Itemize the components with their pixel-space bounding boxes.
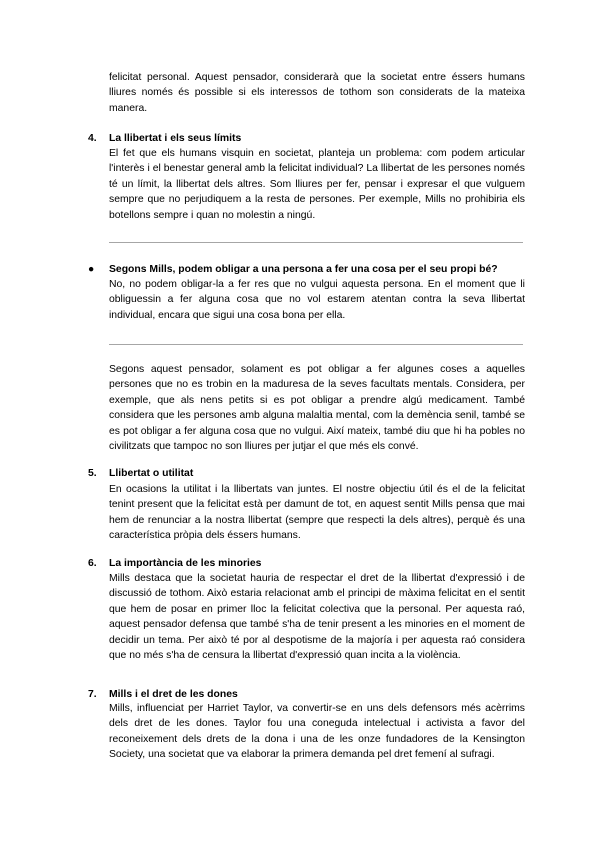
extra-paragraph: Segons aquest pensador, solament es pot obligar a fer algunes coses a aquelles persones que no es trobin en la maduresa de la seves facultats mentals. Considera, per exemple, que als nens petits si es pot obligar a prendre algú medicament. També considera que les persones amb alguna malaltia mental, com la demència senil, també se es pot obligar a fer alguna cosa que no vulgui. Així mateix, també diu que hi ha pobles no civilitzats que tampoc no son lliures per jutjar el que més els convé. <box>109 364 525 453</box>
horizontal-rule <box>109 242 523 243</box>
section-5-heading <box>88 466 528 481</box>
section-title: La llibertat i els seus límits <box>109 133 242 144</box>
intro-paragraph: felicitat personal. Aquest pensador, considerarà que la societat entre éssers humans lliures només és possible si els interessos de tothom son considerats de la mateixa manera. <box>109 72 525 114</box>
question-heading <box>88 262 528 277</box>
section-number: 6. <box>88 558 97 569</box>
section-number: 7. <box>88 689 97 700</box>
horizontal-rule <box>109 344 523 345</box>
section-number: 4. <box>88 133 97 144</box>
section-4-body: El fet que els humans visquin en societat, planteja un problema: com podem articular l'interès i el benestar general amb la felicitat individual? La llibertat de les persones només té un límit, la llibertat dels altres. Som lliures per fer, pensar i expresar el que vulguem sempre que no perjudiquem a la resta de persones. Per exemple, Mills no prohibiria els botellons sempre i quan no molestin a ningú. <box>109 148 525 221</box>
question-title: Segons Mills, podem obligar a una persona a fer una cosa per el seu propi bé? <box>109 264 498 275</box>
section-6-heading <box>88 556 528 571</box>
bullet-icon: ● <box>88 264 95 275</box>
section-7-body: Mills, influenciat per Harriet Taylor, va convertir-se en uns dels defensors més acèrrims dels dret de les dones. Taylor fou una coneguda intelectual i activista a favor del reconeixement dels drets de la dona i una de les onze fundadores de la Kensington Society, una societat que va elaborar la primera demanda pel dret femení al sufragi. <box>109 703 525 761</box>
section-number: 5. <box>88 468 97 479</box>
section-title: Llibertat o utilitat <box>109 468 194 479</box>
section-title: La importància de les minories <box>109 558 262 569</box>
section-title: Mills i el dret de les dones <box>109 689 238 700</box>
section-7-heading <box>88 687 528 702</box>
section-6-body: Mills destaca que la societat hauria de respectar el dret de la llibertat d'expressió i de discussió de tothom. Això estaria relacionat amb el principi de màxima felicitat en el sentit que hem de posar en primer lloc la felicitat colectiva que la personal. Per aquesta raó, aquest pensador defensa que també s'ha de tenir present a les minories en el moment de decidir un tema. Per això té por al despotisme de la majoría i per aquesta raó considera que no més s'ha de censura la llibertat d'expressió quan incita a la violència. <box>109 573 525 662</box>
section-4-heading <box>88 131 528 146</box>
section-5-body: En ocasions la utilitat i la llibertats van juntes. El nostre objectiu útil és el de la felicitat tenint present que la felicitat està per damunt de tot, en aquest sentit Mills pensa que mai hem de renunciar a la nostra llibertat (sempre que respecti la dels altres), perquè és una característica pròpia dels éssers humans. <box>109 484 525 542</box>
question-answer: No, no podem obligar-la a fer res que no vulgui aquesta persona. En el moment que li obliguessin a fer alguna cosa que no vol estarem atentan contra la seva llibertat individual, encara que sigui una cosa bona per ella. <box>109 279 525 321</box>
